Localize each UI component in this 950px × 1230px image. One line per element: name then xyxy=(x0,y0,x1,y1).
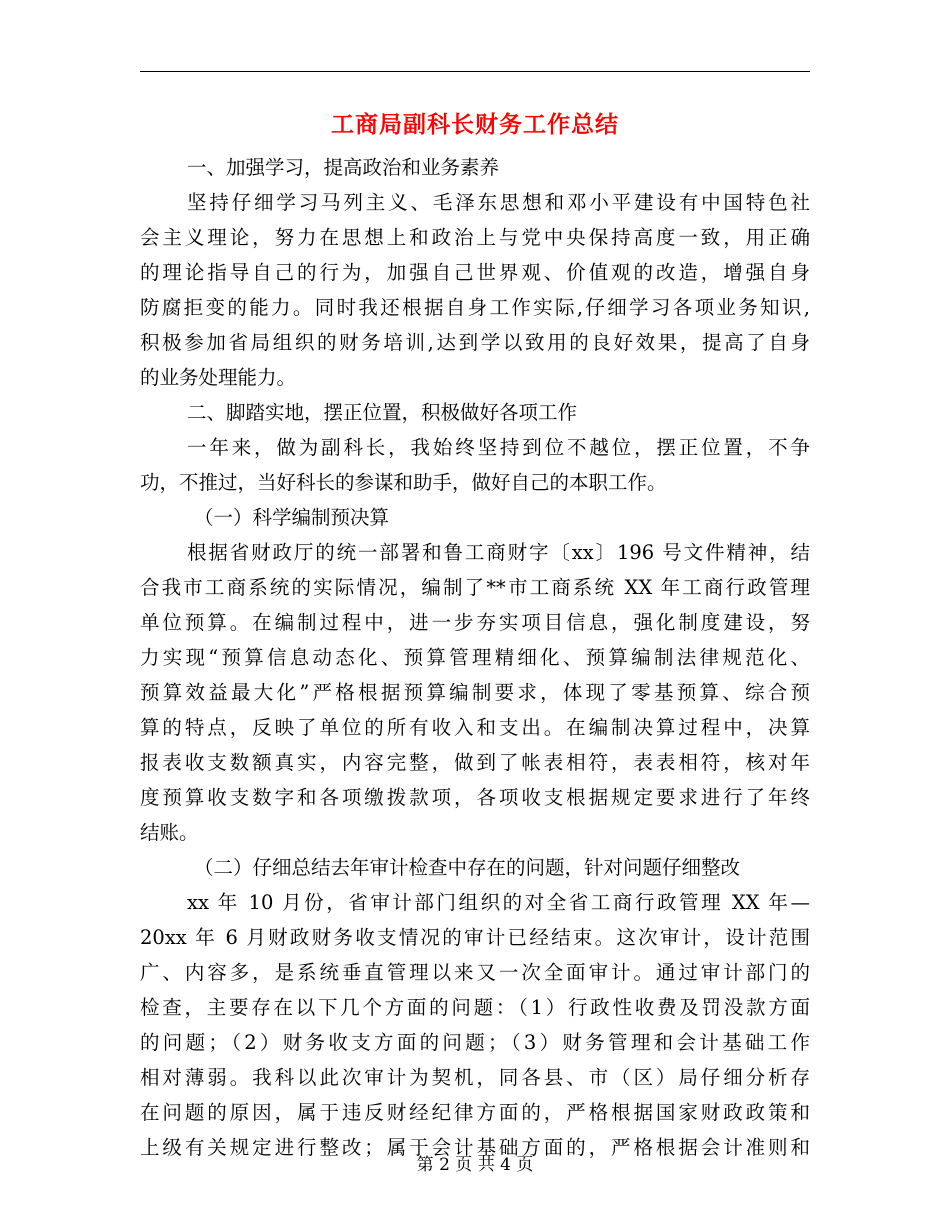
paragraph-line: 力实现“预算信息动态化、预算管理精细化、预算编制法律规范化、 xyxy=(140,646,810,669)
subsection-heading: （二）仔细总结去年审计检查中存在的问题，针对问题仔细整改 xyxy=(194,856,741,879)
paragraph-line: 防腐拒变的能力。同时我还根据自身工作实际,仔细学习各项业务知识, xyxy=(140,296,810,319)
paragraph-line: 合我市工商系统的实际情况，编制了**市工商系统 XX 年工商行政管理 xyxy=(140,576,810,599)
paragraph-line: 预算效益最大化”严格根据预算编制要求，体现了零基预算、综合预 xyxy=(140,681,810,704)
paragraph-line: 度预算收支数字和各项缴拨款项，各项收支根据规定要求进行了年终 xyxy=(140,786,810,809)
header-rule xyxy=(140,71,810,72)
paragraph-line: 的问题；（2）财务收支方面的问题；（3）财务管理和会计基础工作 xyxy=(140,1031,810,1054)
paragraph-line: 20xx 年 6 月财政财务收支情况的审计已经结束。这次审计，设计范围 xyxy=(140,926,810,949)
paragraph-line: 上级有关规定进行整改；属于会计基础方面的，严格根据会计准则和 xyxy=(140,1136,810,1159)
paragraph-line: 相对薄弱。我科以此次审计为契机，同各县、市（区）局仔细分析存 xyxy=(140,1066,810,1089)
document-body xyxy=(140,150,810,1165)
page-number: 第 2 页 共 4 页 xyxy=(416,1155,534,1175)
paragraph-line: 的理论指导自己的行为，加强自己世界观、价值观的改造，增强自身 xyxy=(140,261,810,284)
paragraph-line: 积极参加省局组织的财务培训,达到学以致用的良好效果，提高了自身 xyxy=(140,331,810,354)
paragraph-line: 坚持仔细学习马列主义、毛泽东思想和邓小平建设有中国特色社 xyxy=(187,191,810,214)
paragraph-line: xx 年 10 月份，省审计部门组织的对全省工商行政管理 XX 年— xyxy=(187,891,810,914)
paragraph-line: 在问题的原因，属于违反财经纪律方面的，严格根据国家财政政策和 xyxy=(140,1101,810,1124)
section-heading: 一、加强学习，提高政治和业务素养 xyxy=(187,156,500,179)
paragraph-line: 的业务处理能力。 xyxy=(140,366,297,389)
subsection-heading: （一）科学编制预决算 xyxy=(194,506,390,529)
paragraph-line: 广、内容多，是系统垂直管理以来又一次全面审计。通过审计部门的 xyxy=(140,961,810,984)
paragraph-line: 根据省财政厅的统一部署和鲁工商财字〔xx〕196 号文件精神，结 xyxy=(187,541,810,564)
paragraph-line: 报表收支数额真实，内容完整，做到了帐表相符，表表相符，核对年 xyxy=(140,751,810,774)
paragraph-line: 检查，主要存在以下几个方面的问题：（1）行政性收费及罚没款方面 xyxy=(140,996,810,1019)
paragraph-line: 功，不推过，当好科长的参谋和助手，做好自己的本职工作。 xyxy=(140,471,667,494)
paragraph-line: 会主义理论，努力在思想上和政治上与党中央保持高度一致，用正确 xyxy=(140,226,810,249)
section-heading: 二、脚踏实地，摆正位置，积极做好各项工作 xyxy=(187,401,578,424)
paragraph-line: 单位预算。在编制过程中，进一步夯实项目信息，强化制度建设，努 xyxy=(140,611,810,634)
document-title: 工商局副科长财务工作总结 xyxy=(331,111,619,138)
paragraph-line: 结账。 xyxy=(140,821,199,844)
paragraph-line: 一年来，做为副科长，我始终坚持到位不越位，摆正位置，不争 xyxy=(187,436,810,459)
paragraph-line: 算的特点，反映了单位的所有收入和支出。在编制决算过程中，决算 xyxy=(140,716,810,739)
